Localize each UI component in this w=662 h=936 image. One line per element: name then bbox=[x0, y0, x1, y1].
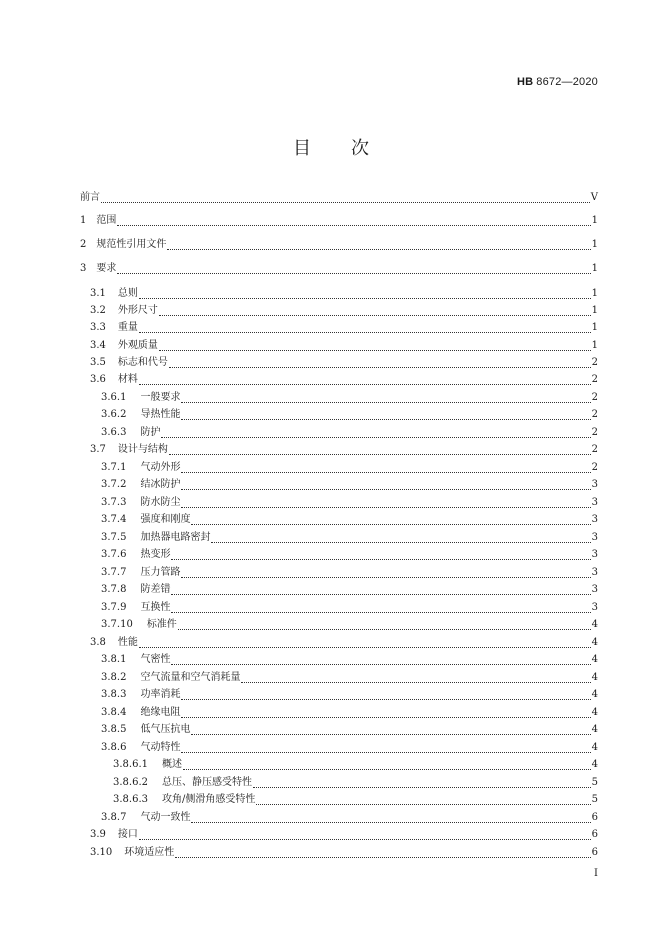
toc-entry-number: 3.4 bbox=[90, 340, 106, 351]
toc-entry-number: 3.7.8 bbox=[101, 584, 127, 595]
toc-entry-number: 3.8.3 bbox=[101, 689, 127, 700]
toc-entry-number: 3.10 bbox=[90, 847, 113, 858]
toc-entry-page: 3 bbox=[591, 602, 598, 613]
toc-entry-label: 性能 bbox=[117, 637, 138, 648]
toc-dot-leader bbox=[175, 849, 590, 858]
toc-entry-label: 空气流量和空气消耗量 bbox=[140, 672, 241, 683]
toc-entry[interactable] bbox=[80, 671, 598, 685]
toc-entry-label: 绝缘电阻 bbox=[140, 707, 181, 718]
toc-dot-leader bbox=[181, 709, 590, 718]
toc-entry-label: 功率消耗 bbox=[140, 689, 181, 700]
toc-dot-leader bbox=[171, 656, 590, 665]
toc-entry-page: 4 bbox=[591, 689, 598, 700]
toc-entry-number: 3.7.10 bbox=[101, 619, 133, 630]
toc-entry[interactable] bbox=[80, 408, 598, 422]
toc-entry-number: 3.1 bbox=[90, 288, 106, 299]
toc-entry-page: 4 bbox=[591, 637, 598, 648]
toc-entry-label: 规范性引用文件 bbox=[96, 239, 167, 250]
toc-dot-leader bbox=[191, 516, 590, 525]
toc-dot-leader bbox=[181, 744, 590, 753]
toc-entry-label: 气动一致性 bbox=[140, 812, 191, 823]
toc-entry-page: 2 bbox=[591, 444, 598, 455]
toc-entry-page: 4 bbox=[591, 707, 598, 718]
toc-entry-label: 防水防尘 bbox=[140, 497, 181, 508]
toc-entry-page: 3 bbox=[591, 479, 598, 490]
title-char-1: 目 bbox=[293, 138, 311, 159]
toc-entry-page: 6 bbox=[591, 829, 598, 840]
toc-dot-leader bbox=[161, 429, 590, 438]
toc-entry-page: 3 bbox=[591, 532, 598, 543]
toc-entry-page: 1 bbox=[591, 239, 598, 250]
toc-entry-page: 6 bbox=[591, 847, 598, 858]
toc-dot-leader bbox=[181, 499, 590, 508]
toc-entry[interactable] bbox=[80, 793, 598, 807]
toc-entry-label: 外形尺寸 bbox=[117, 305, 158, 316]
toc-dot-leader bbox=[181, 394, 590, 403]
toc-entry-number: 3 bbox=[80, 263, 87, 274]
toc-entry-page: 2 bbox=[591, 392, 598, 403]
toc-entry[interactable] bbox=[80, 618, 598, 632]
toc-entry[interactable] bbox=[80, 653, 598, 667]
toc-entry[interactable] bbox=[80, 339, 598, 353]
toc-entry-number: 3.8 bbox=[90, 637, 106, 648]
toc-dot-leader bbox=[181, 569, 590, 578]
toc-entry-number: 3.7.7 bbox=[101, 567, 127, 578]
toc-entry[interactable] bbox=[80, 304, 598, 318]
toc-entry-number: 3.6.1 bbox=[101, 392, 127, 403]
toc-entry[interactable] bbox=[80, 191, 598, 205]
toc-entry-label: 气动外形 bbox=[140, 462, 181, 473]
toc-entry[interactable] bbox=[80, 238, 598, 252]
toc-entry-label: 攻角/侧滑角感受特性 bbox=[162, 794, 256, 805]
toc-entry-number: 3.6 bbox=[90, 374, 106, 385]
title-char-2: 次 bbox=[351, 138, 369, 159]
toc-dot-leader bbox=[101, 194, 590, 203]
toc-entry[interactable] bbox=[80, 741, 598, 755]
toc-entry-label: 热变形 bbox=[140, 549, 171, 560]
toc-entry-label: 标准件 bbox=[146, 619, 177, 630]
toc-entry-page: 2 bbox=[591, 462, 598, 473]
toc-entry-label: 加热器电路密封 bbox=[140, 532, 211, 543]
toc-entry-number: 3.7.9 bbox=[101, 602, 127, 613]
toc-entry[interactable] bbox=[80, 758, 598, 772]
toc-entry-number: 3.8.5 bbox=[101, 724, 127, 735]
toc-dot-leader bbox=[178, 621, 591, 630]
toc-entry-number: 3.3 bbox=[90, 322, 106, 333]
toc-entry-number: 3.9 bbox=[90, 829, 106, 840]
toc-dot-leader bbox=[183, 761, 591, 770]
toc-dot-leader bbox=[181, 464, 590, 473]
toc-entry[interactable] bbox=[80, 566, 598, 580]
toc-dot-leader bbox=[117, 265, 590, 274]
toc-entry-number: 3.7 bbox=[90, 444, 106, 455]
toc-dot-leader bbox=[169, 446, 591, 455]
toc-dot-leader bbox=[181, 481, 590, 490]
toc-entry-page: 4 bbox=[591, 654, 598, 665]
toc-dot-leader bbox=[211, 534, 590, 543]
toc-dot-leader bbox=[139, 831, 591, 840]
document-code-number: 8672—2020 bbox=[536, 76, 598, 88]
toc-entry-number: 3.8.6 bbox=[101, 742, 127, 753]
toc-dot-leader bbox=[171, 551, 590, 560]
toc-entry[interactable] bbox=[80, 583, 598, 597]
toc-entry-page: 3 bbox=[591, 567, 598, 578]
toc-entry-page: 4 bbox=[591, 742, 598, 753]
toc-entry-label: 导热性能 bbox=[140, 409, 181, 420]
toc-entry-number: 3.8.6.3 bbox=[113, 794, 148, 805]
toc-entry-page: 5 bbox=[591, 777, 598, 788]
toc-entry-label: 防差错 bbox=[140, 584, 171, 595]
toc-entry-page: 1 bbox=[591, 263, 598, 274]
toc-entry-label: 气动特性 bbox=[140, 742, 181, 753]
toc-entry-number: 3.8.2 bbox=[101, 672, 127, 683]
toc-entry-number: 3.8.1 bbox=[101, 654, 127, 665]
toc-dot-leader bbox=[181, 411, 590, 420]
toc-dot-leader bbox=[191, 814, 590, 823]
toc-entry[interactable] bbox=[80, 287, 598, 301]
toc-entry[interactable] bbox=[80, 706, 598, 720]
toc-entry-page: 3 bbox=[591, 514, 598, 525]
toc-entry-number: 3.7.4 bbox=[101, 514, 127, 525]
toc-entry-page: 6 bbox=[591, 812, 598, 823]
toc-dot-leader bbox=[241, 674, 590, 683]
toc-entry-number: 3.6.2 bbox=[101, 409, 127, 420]
toc-dot-leader bbox=[181, 691, 590, 700]
toc-entry-page: 3 bbox=[591, 549, 598, 560]
toc-entry-page: 1 bbox=[591, 340, 598, 351]
toc-entry-label: 气密性 bbox=[140, 654, 171, 665]
toc-entry-number: 3.8.6.2 bbox=[113, 777, 148, 788]
toc-dot-leader bbox=[139, 324, 591, 333]
toc-entry[interactable] bbox=[80, 548, 598, 562]
toc-entry[interactable] bbox=[80, 356, 598, 370]
toc-entry-page: 3 bbox=[591, 497, 598, 508]
footer-page-number: I bbox=[594, 868, 598, 879]
toc-dot-leader bbox=[191, 726, 590, 735]
toc-entry-page: 3 bbox=[591, 584, 598, 595]
toc-entry-page: 2 bbox=[591, 409, 598, 420]
toc-dot-leader bbox=[253, 779, 591, 788]
toc-entry-label: 接口 bbox=[117, 829, 138, 840]
toc-entry-page: 2 bbox=[591, 427, 598, 438]
toc-dot-leader bbox=[256, 796, 590, 805]
toc-entry-label: 外观质量 bbox=[117, 340, 158, 351]
toc-entry-label: 范围 bbox=[96, 215, 117, 226]
toc-entry[interactable] bbox=[80, 214, 598, 228]
toc-entry-number: 3.8.4 bbox=[101, 707, 127, 718]
toc-entry[interactable] bbox=[80, 636, 598, 650]
toc-entry-page: 5 bbox=[591, 794, 598, 805]
toc-entry-label: 低气压抗电 bbox=[140, 724, 191, 735]
toc-entry-page: 2 bbox=[591, 357, 598, 368]
toc-entry[interactable] bbox=[80, 846, 598, 860]
toc-entry[interactable] bbox=[80, 426, 598, 440]
document-code-prefix: HB bbox=[516, 76, 534, 88]
toc-entry-label: 防护 bbox=[140, 427, 161, 438]
toc-entry[interactable] bbox=[80, 496, 598, 510]
toc-entry-page: 4 bbox=[591, 619, 598, 630]
toc-entry-label: 设计与结构 bbox=[117, 444, 168, 455]
toc-entry[interactable] bbox=[80, 478, 598, 492]
toc-dot-leader bbox=[159, 342, 591, 351]
toc-entry[interactable] bbox=[80, 391, 598, 405]
toc-entry[interactable] bbox=[80, 443, 598, 457]
toc-dot-leader bbox=[139, 290, 591, 299]
document-code bbox=[517, 76, 598, 88]
toc-entry-page: 1 bbox=[591, 305, 598, 316]
toc-entry-label: 重量 bbox=[117, 322, 138, 333]
toc-entry-label: 强度和刚度 bbox=[140, 514, 191, 525]
toc-entry-page: 4 bbox=[591, 672, 598, 683]
toc-entry-label: 标志和代号 bbox=[117, 357, 168, 368]
toc-entry-number: 3.7.3 bbox=[101, 497, 127, 508]
toc-entry-label: 压力管路 bbox=[140, 567, 181, 578]
toc-entry[interactable] bbox=[80, 461, 598, 475]
toc-entry-page: 1 bbox=[591, 215, 598, 226]
toc-dot-leader bbox=[117, 217, 590, 226]
toc-entry-number: 3.7.6 bbox=[101, 549, 127, 560]
toc-dot-leader bbox=[167, 241, 590, 250]
toc-entry-label: 一般要求 bbox=[140, 392, 181, 403]
toc-entry-number: 1 bbox=[80, 215, 87, 226]
toc-entry-label: 结冰防护 bbox=[140, 479, 181, 490]
toc-entry[interactable] bbox=[80, 513, 598, 527]
toc-entry-label: 环境适应性 bbox=[124, 847, 175, 858]
toc-entry[interactable] bbox=[80, 601, 598, 615]
toc-entry-label: 概述 bbox=[162, 759, 182, 770]
toc-entry-page: 1 bbox=[591, 288, 598, 299]
toc-dot-leader bbox=[159, 307, 591, 316]
toc-dot-leader bbox=[171, 586, 590, 595]
toc-entry-page: 1 bbox=[591, 322, 598, 333]
toc-entry[interactable] bbox=[80, 531, 598, 545]
toc-entry-label: 总则 bbox=[117, 288, 138, 299]
toc-entry[interactable] bbox=[80, 776, 598, 790]
toc-entry-number: 2 bbox=[80, 239, 87, 250]
toc-dot-leader bbox=[169, 359, 591, 368]
toc-entry[interactable] bbox=[80, 723, 598, 737]
toc-entry[interactable] bbox=[80, 828, 598, 842]
toc-entry-number: 3.7.5 bbox=[101, 532, 127, 543]
toc-entry-label: 互换性 bbox=[140, 602, 171, 613]
toc-entry[interactable] bbox=[80, 321, 598, 335]
toc-dot-leader bbox=[139, 376, 591, 385]
toc-entry[interactable] bbox=[80, 262, 598, 276]
toc-entry-page: V bbox=[590, 192, 598, 203]
toc-entry-label: 要求 bbox=[96, 263, 117, 274]
toc-entry-number: 3.8.7 bbox=[101, 812, 127, 823]
page-title bbox=[0, 134, 662, 160]
toc-entry-label: 材料 bbox=[117, 374, 138, 385]
toc-entry[interactable] bbox=[80, 373, 598, 387]
toc-entry-number: 3.8.6.1 bbox=[113, 759, 148, 770]
toc-entry-number: 3.2 bbox=[90, 305, 106, 316]
toc-entry-page: 4 bbox=[591, 724, 598, 735]
toc-entry-number: 3.7.1 bbox=[101, 462, 127, 473]
toc-entry-number: 3.6.3 bbox=[101, 427, 127, 438]
toc-entry-page: 2 bbox=[591, 374, 598, 385]
toc-entry-number: 3.7.2 bbox=[101, 479, 127, 490]
toc-entry-label: 总压、静压感受特性 bbox=[162, 777, 252, 788]
toc-dot-leader bbox=[139, 639, 591, 648]
toc-entry[interactable] bbox=[80, 811, 598, 825]
toc-entry-page: 4 bbox=[591, 759, 598, 770]
toc-entry-number: 3.5 bbox=[90, 357, 106, 368]
toc-dot-leader bbox=[171, 604, 590, 613]
toc-entry-label: 前言 bbox=[80, 192, 100, 203]
toc-entry[interactable] bbox=[80, 688, 598, 702]
